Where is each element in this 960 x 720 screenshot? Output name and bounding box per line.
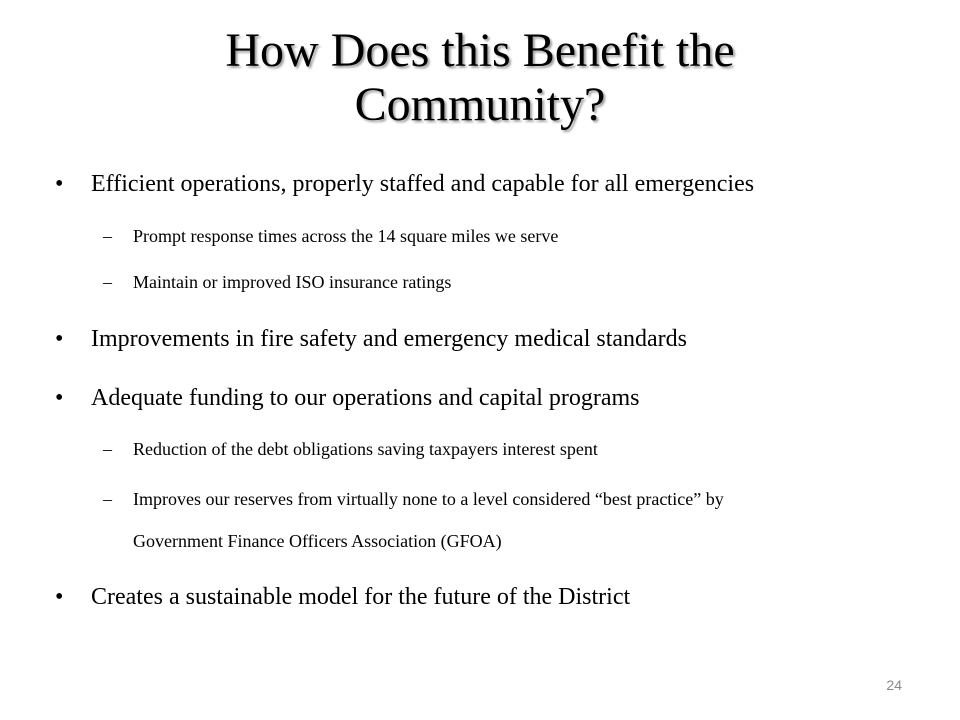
bullet-marker: •	[55, 584, 64, 610]
bullet-marker: •	[55, 385, 64, 411]
bullet-text: Adequate funding to our operations and capital programs	[91, 385, 640, 411]
bullet-marker: •	[55, 326, 64, 352]
bullet-text: Improvements in fire safety and emergency medical standards	[91, 326, 688, 352]
sub-bullet-item	[103, 438, 598, 460]
sub-bullet-continuation	[133, 530, 502, 552]
title-line-1: How Does this Benefit the	[225, 24, 735, 77]
bullet-item	[55, 583, 630, 611]
slide-title	[80, 24, 880, 132]
sub-bullet-item	[103, 225, 558, 247]
bullet-item	[55, 170, 754, 198]
bullet-text: Creates a sustainable model for the future of the District	[91, 584, 631, 610]
sub-bullet-text: Government Finance Officers Association (GFOA)	[133, 531, 502, 551]
sub-bullet-text: Improves our reserves from virtually none to a level considered “best practice” by	[133, 489, 724, 509]
bullet-item	[55, 325, 687, 353]
sub-bullet-text: Maintain or improved ISO insurance ratings	[133, 272, 452, 292]
sub-bullet-text: Reduction of the debt obligations saving taxpayers interest spent	[133, 439, 598, 459]
dash-marker: –	[103, 272, 112, 292]
bullet-text: Efficient operations, properly staffed and capable for all emergencies	[91, 171, 755, 197]
bullet-marker: •	[55, 171, 64, 197]
sub-bullet-item	[103, 271, 451, 293]
sub-bullet-item	[103, 488, 724, 510]
dash-marker: –	[103, 226, 112, 246]
bullet-item	[55, 384, 640, 412]
dash-marker: –	[103, 489, 112, 509]
page-number: 24	[886, 677, 902, 693]
sub-bullet-text: Prompt response times across the 14 square miles we serve	[133, 226, 559, 246]
dash-marker: –	[103, 439, 112, 459]
title-line-2: Community?	[354, 78, 606, 131]
